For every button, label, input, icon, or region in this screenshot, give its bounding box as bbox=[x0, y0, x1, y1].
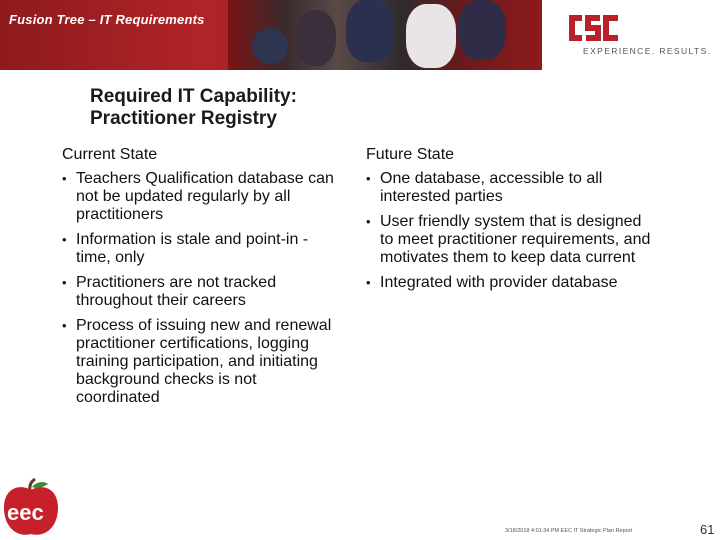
future-state-column bbox=[366, 146, 656, 299]
rider-figure bbox=[296, 10, 336, 66]
list-item: • One database, accessible to all interested parties bbox=[366, 170, 603, 205]
subtitle-line-2: Practitioner Registry bbox=[90, 108, 277, 129]
cyclists-photo bbox=[228, 0, 542, 70]
bullet-icon: • bbox=[366, 214, 371, 229]
logo-tagline: EXPERIENCE. RESULTS. bbox=[583, 46, 712, 56]
list-item: • Information is stale and point-in -time, only bbox=[62, 231, 309, 266]
list-item: • Teachers Qualification database can not be updated regularly by all practitioners bbox=[62, 170, 334, 223]
rider-figure bbox=[406, 4, 456, 68]
bullet-icon: • bbox=[366, 171, 371, 186]
header-band bbox=[0, 0, 720, 70]
subtitle-line-1: Required IT Capability: bbox=[90, 86, 297, 107]
bullet-icon: • bbox=[62, 171, 67, 186]
footer-note: 3/18/2018 4:01:34 PM EEC IT Strategic Plan Report bbox=[505, 528, 633, 534]
eec-logo-text: eec bbox=[7, 500, 44, 525]
page-number: 61 bbox=[700, 522, 715, 537]
current-state-column bbox=[62, 146, 342, 414]
rider-figure bbox=[252, 28, 288, 64]
future-state-list bbox=[366, 170, 656, 292]
list-item: • Integrated with provider database bbox=[366, 274, 618, 291]
slide-subtitle bbox=[90, 86, 297, 130]
list-item: • Practitioners are not tracked throughout their careers bbox=[62, 274, 277, 309]
list-item: • User friendly system that is designed to meet practitioner requirements, and motivates them to keep data current bbox=[366, 213, 651, 266]
list-item: • Process of issuing new and renewal practitioner certifications, logging training participation, and initiating background checks is not coordinated bbox=[62, 317, 332, 406]
bullet-icon: • bbox=[62, 318, 67, 333]
bullet-icon: • bbox=[62, 275, 67, 290]
bullet-icon: • bbox=[62, 232, 67, 247]
header-title: Fusion Tree – IT Requirements bbox=[9, 12, 205, 27]
rider-figure bbox=[346, 0, 394, 62]
eec-apple-logo bbox=[0, 478, 62, 540]
bullet-icon: • bbox=[366, 275, 371, 290]
csc-logo bbox=[568, 14, 620, 42]
current-state-list bbox=[62, 170, 342, 407]
current-state-heading: Current State bbox=[62, 146, 158, 163]
future-state-heading: Future State bbox=[366, 146, 455, 163]
rider-figure bbox=[458, 0, 506, 60]
